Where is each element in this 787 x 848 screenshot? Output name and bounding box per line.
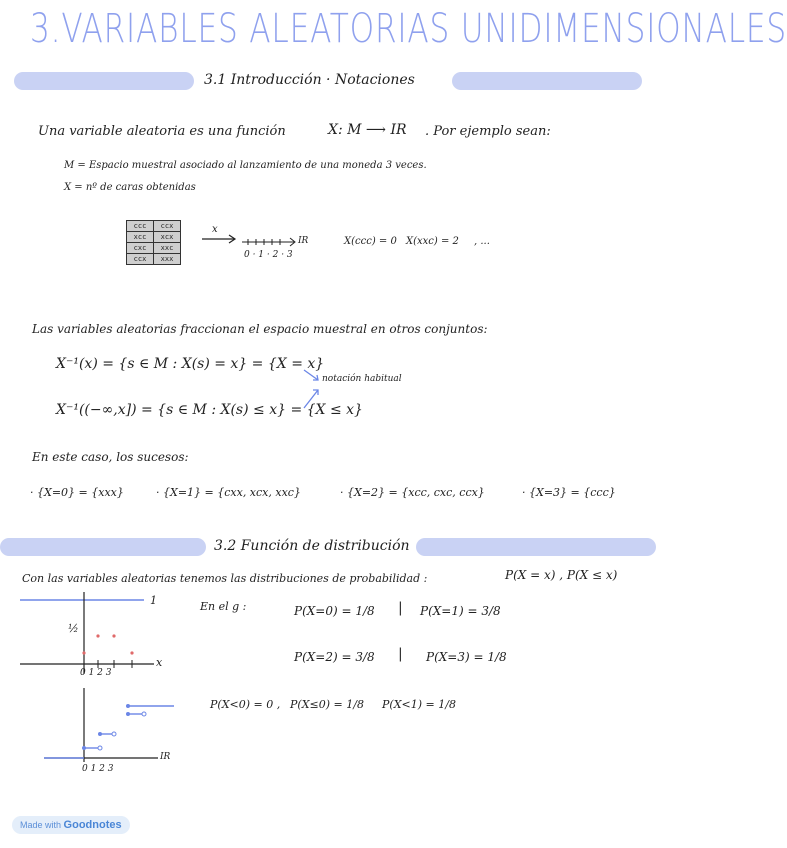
distribution-intro-math: P(X = x) , P(X ≤ x)	[505, 568, 618, 582]
grid-cell: xxx	[154, 254, 181, 265]
cdf-line-2: P(X≤0) = 1/8	[290, 698, 364, 711]
axis-label: IR	[298, 236, 309, 246]
mapping-arrow-icon	[200, 234, 240, 244]
page-title: 3.VARIABLES ALEATORIAS UNIDIMENSIONALES	[30, 6, 787, 52]
cdf-line-1: P(X<0) = 0 ,	[210, 698, 281, 711]
graph1-half-label: ½	[68, 622, 79, 635]
prob-x1: P(X=1) = 3/8	[420, 604, 501, 618]
notation-note: notación habitual	[322, 374, 402, 384]
graph2-ticks: 0 1 2 3	[82, 764, 114, 774]
grid-cell: ccx	[127, 254, 154, 265]
section-bar-right	[452, 72, 642, 90]
grid-cell: ccx	[154, 221, 181, 232]
cdf-line-3: P(X<1) = 1/8	[382, 698, 456, 711]
badge-prefix: Made with	[20, 820, 62, 830]
separator: |	[398, 600, 403, 616]
event-x1: · {X=1} = {cxx, xcx, xxc}	[156, 486, 301, 499]
case-text: En este caso, los sucesos:	[32, 450, 189, 464]
evaluation-more: , ...	[474, 236, 490, 247]
event-x2: · {X=2} = {xcc, cxc, ccx}	[340, 486, 485, 499]
grid-cell: ccc	[127, 221, 154, 232]
fraction-text: Las variables aleatorias fraccionan el espacio muestral en otros conjuntos:	[32, 322, 488, 336]
notation-arrows-icon	[300, 364, 326, 414]
grid-cell: cxc	[127, 243, 154, 254]
graph1-top-label: 1	[150, 594, 157, 607]
preimage-equal: X⁻¹(x) = {s ∈ M : X(s) = x} = {X = x}	[56, 356, 325, 372]
grid-cell: xcx	[154, 232, 181, 243]
real-axis-icon	[240, 236, 300, 248]
grid-cell: xxc	[154, 243, 181, 254]
badge-brand: Goodnotes	[63, 819, 122, 831]
prob-x0: P(X=0) = 1/8	[294, 604, 375, 618]
preimage-leq: X⁻¹((−∞,x]) = {s ∈ M : X(s) ≤ x} = {X ≤ x}	[56, 402, 363, 418]
section-bar-left	[0, 538, 206, 556]
section-bar-right	[416, 538, 656, 556]
graph1-x-label: x	[156, 656, 163, 669]
separator: |	[398, 646, 403, 662]
function-signature: X: M ⟶ IR	[328, 122, 407, 138]
event-x0: · {X=0} = {xxx}	[30, 486, 124, 499]
graph1-ticks: 0 1 2 3	[80, 668, 112, 678]
in-this-case-label: En el g :	[200, 600, 247, 613]
section-2-heading: 3.2 Función de distribución	[208, 538, 416, 554]
distribution-intro: Con las variables aleatorias tenemos las distribuciones de probabilidad :	[22, 572, 428, 585]
prob-x3: P(X=3) = 1/8	[426, 650, 507, 664]
axis-ticks: 0 · 1 · 2 · 3	[244, 250, 293, 260]
section-1-heading: 3.1 Introducción · Notaciones	[198, 72, 421, 88]
grid-cell: xcc	[127, 232, 154, 243]
goodnotes-badge[interactable]	[12, 816, 130, 834]
graph2-x-label: IR	[160, 752, 171, 762]
event-x3: · {X=3} = {ccc}	[522, 486, 616, 499]
section-bar-left	[14, 72, 194, 90]
example-intro: . Por ejemplo sean:	[425, 124, 551, 139]
m-definition: M = Espacio muestral asociado al lanzamiento de una moneda 3 veces.	[64, 160, 427, 171]
arrow-label: x	[212, 224, 218, 235]
x-definition: X = nº de caras obtenidas	[64, 182, 196, 193]
prob-x2: P(X=2) = 3/8	[294, 650, 375, 664]
evaluation-1: X(ccc) = 0	[344, 236, 397, 247]
evaluation-2: X(xxc) = 2	[406, 236, 459, 247]
sample-space-grid	[126, 220, 181, 265]
definition-text: Una variable aleatoria es una función	[38, 124, 286, 139]
